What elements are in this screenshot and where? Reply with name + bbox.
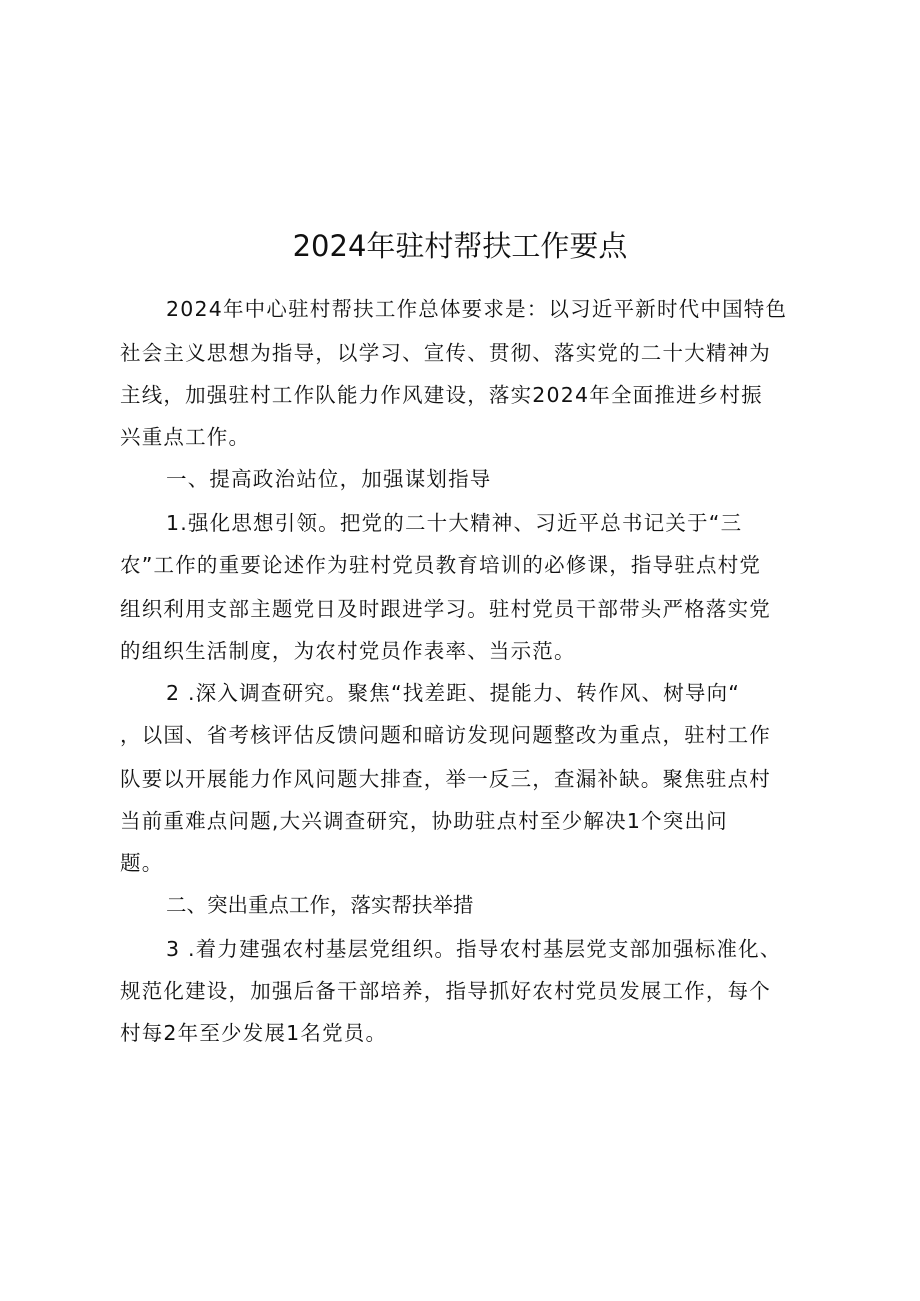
item-3-line-2: 规范化建设，加强后备干部培养，指导抓好农村党员发展工作，每个 — [120, 979, 771, 1003]
item-2-line-3: 队要以开展能力作风问题大排查，举一反三，查漏补缺。聚焦驻点村 — [120, 767, 771, 791]
item-3-line-3: 村每2年至少发展1名党员。 — [120, 1021, 388, 1045]
intro-line-1: 2024年中心驻村帮扶工作总体要求是：以习近平新时代中国特色 — [166, 297, 788, 321]
intro-line-2: 社会主义思想为指导，以学习、宣传、贯彻、落实党的二十大精神为 — [120, 341, 771, 365]
item-3-line-1: 3 .着力建强农村基层党组织。指导农村基层党支部加强标准化、 — [166, 937, 782, 961]
section-2-heading: 二、突出重点工作，落实帮扶举措 — [166, 893, 474, 917]
item-1-line-4: 的组织生活制度，为农村党员作表率、当示范。 — [120, 639, 576, 663]
item-2-line-2: ，以国、省考核评估反馈问题和暗访发现问题整改为重点，驻村工作 — [120, 723, 771, 747]
intro-line-4: 兴重点工作。 — [120, 425, 251, 449]
item-1-line-1: 1.强化思想引领。把党的二十大精神、习近平总书记关于“三 — [166, 511, 743, 535]
section-1-heading: 一、提高政治站位，加强谋划指导 — [166, 467, 492, 491]
item-1-line-3: 组织利用支部主题党日及时跟进学习。驻村党员干部带头严格落实党 — [120, 597, 771, 621]
item-2-line-1: 2 .深入调查研究。聚焦“找差距、提能力、转作风、树导向“ — [166, 681, 741, 705]
item-1-line-2: 农”工作的重要论述作为驻村党员教育培训的必修课，指导驻点村党 — [120, 553, 762, 577]
item-2-line-4: 当前重难点问题,大兴调查研究，协助驻点村至少解决1个突出问 — [120, 809, 728, 833]
document-title: 2024年驻村帮扶工作要点 — [292, 229, 628, 263]
intro-line-3: 主线，加强驻村工作队能力作风建设，落实2024年全面推进乡村振 — [120, 383, 763, 407]
item-2-line-5: 题。 — [120, 851, 164, 875]
